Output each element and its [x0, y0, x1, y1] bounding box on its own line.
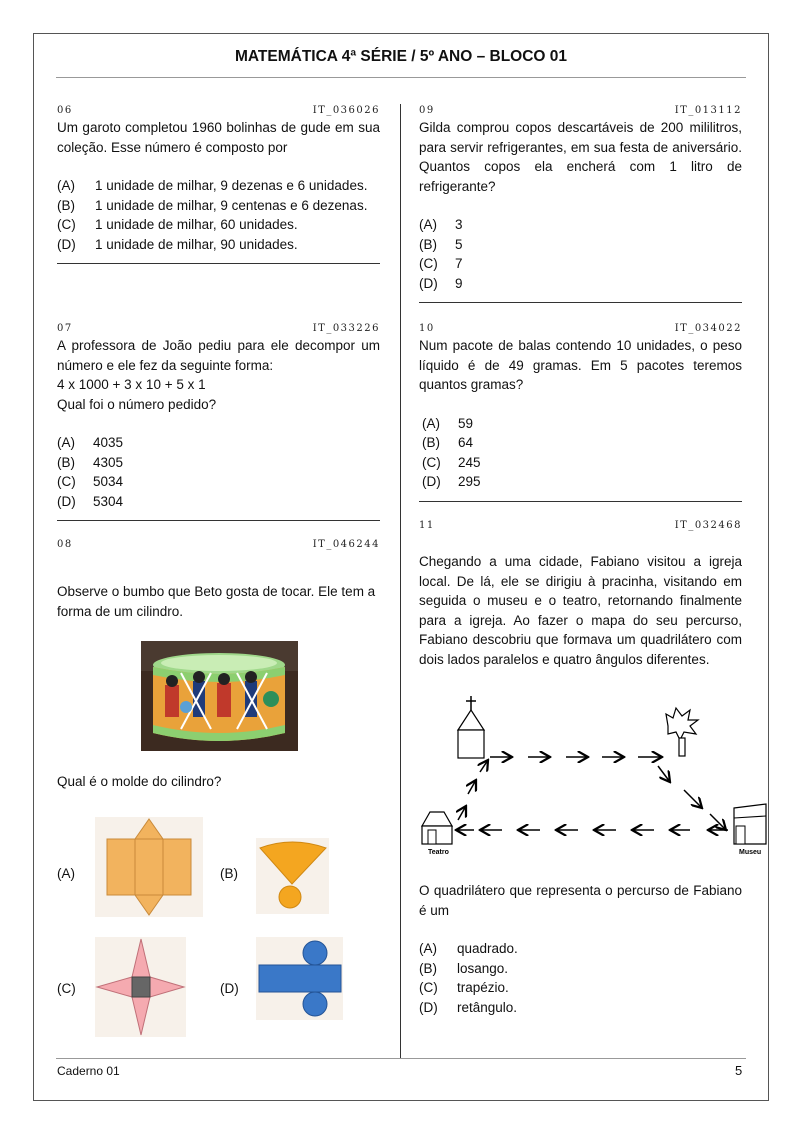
page-number: 5: [735, 1063, 743, 1078]
theatre-icon: [422, 812, 452, 844]
question-08-prompt-block: [57, 772, 380, 792]
option-a[interactable]: (A) quadrado.: [419, 941, 518, 956]
question-divider: [57, 520, 380, 521]
option-d[interactable]: (D) 295: [422, 474, 481, 489]
question-number: 06: [57, 105, 73, 116]
option-a[interactable]: (A) 3: [419, 217, 463, 232]
option-c[interactable]: (C) 5034: [57, 474, 124, 489]
option-b[interactable]: (B): [220, 866, 238, 881]
decomposition-expression: 4 x 1000 + 3 x 10 + 5 x 1: [57, 377, 206, 392]
net-a-figure[interactable]: [95, 817, 203, 917]
question-divider: [419, 501, 742, 502]
option-a[interactable]: (A) 59: [422, 415, 474, 431]
question-text: Um garoto completou 1960 bolinhas de gude em sua coleção. Esse número é composto por: [57, 120, 380, 155]
question-number: 07: [57, 323, 73, 334]
question-number: 11: [419, 520, 435, 531]
item-code: IT_046244: [312, 539, 380, 550]
question-08: [57, 538, 380, 621]
question-11: [419, 519, 742, 669]
question-11-options: [419, 881, 742, 1017]
question-header: [57, 538, 380, 552]
question-header: [57, 322, 380, 336]
option-c[interactable]: (C) trapézio.: [419, 980, 509, 995]
route-map-figure: [418, 694, 770, 862]
item-code: IT_013112: [674, 105, 742, 116]
option-d[interactable]: (D) retângulo.: [419, 999, 518, 1015]
question-number: 09: [419, 105, 435, 116]
item-code: IT_033226: [312, 323, 380, 334]
tree-icon: [666, 708, 698, 756]
question-07: [57, 322, 380, 521]
option-a[interactable]: (A) 4035: [57, 435, 124, 450]
net-b-figure[interactable]: [256, 838, 329, 914]
footer-divider: [56, 1058, 746, 1059]
question-number: 08: [57, 539, 73, 550]
drum-image: [141, 641, 298, 751]
question-header: [57, 104, 380, 118]
question-text: Observe o bumbo que Beto gosta de tocar. Ele tem a forma de um cilindro.: [57, 584, 376, 619]
page-title: MATEMÁTICA 4ª SÉRIE / 5º ANO – BLOCO 01: [234, 48, 568, 65]
option-b[interactable]: (B) 5: [419, 236, 463, 252]
option-b[interactable]: (B) 4305: [57, 454, 124, 470]
option-b[interactable]: (B) 64: [422, 435, 474, 450]
question-divider: [57, 263, 380, 264]
option-c[interactable]: (C) 1 unidade de milhar, 60 unidades.: [57, 217, 298, 232]
option-d[interactable]: (D) 1 unidade de milhar, 90 unidades.: [57, 236, 298, 252]
route-arrows: [456, 757, 728, 830]
net-c-figure[interactable]: [95, 937, 186, 1037]
map-label-teatro: Teatro: [428, 849, 449, 856]
question-prompt: Qual é o molde do cilindro?: [57, 774, 222, 789]
map-label-museu: Museu: [739, 849, 762, 856]
question-text: Gilda comprou copos descartáveis de 200 mililitros, para servir refrigerantes, em sua festa de aniversário. Quantos copos ela encherá com 1 litro de refrigerante?: [419, 120, 742, 194]
item-code: IT_036026: [312, 105, 380, 116]
question-text: Chegando a uma cidade, Fabiano visitou a igreja local. De lá, ele se dirigiu à pracinha, visitando em seguida o museu e o teatro, retornando finalmente para a igreja. Ao fazer o mapa do seu percurso, Fabiano descobriu que formava um quadrilátero com dois lados paralelos e quatro ângulos diferentes.: [419, 554, 742, 667]
question-06: [57, 104, 380, 264]
option-d[interactable]: (D) 9: [419, 275, 463, 291]
question-prompt: Qual foi o número pedido?: [57, 396, 217, 412]
question-divider: [419, 302, 742, 303]
header-divider: [56, 77, 746, 78]
question-09: [419, 104, 742, 303]
footer-booklet: Caderno 01: [57, 1064, 120, 1078]
question-text: Num pacote de balas contendo 10 unidades, o peso líquido é de 49 gramas. Em 5 pacotes teremos quantos gramas?: [419, 338, 742, 392]
option-a[interactable]: (A): [57, 866, 75, 881]
column-divider: [400, 104, 401, 1059]
question-prompt: O quadrilátero que representa o percurso de Fabiano é um: [419, 883, 742, 918]
option-b[interactable]: (B) losango.: [419, 960, 509, 976]
question-text: A professora de João pediu para ele decompor um número e ele fez da seguinte forma:: [57, 338, 380, 373]
question-header: [419, 104, 742, 118]
question-10: [419, 322, 742, 502]
question-header: [419, 519, 742, 533]
option-d[interactable]: (D): [220, 981, 239, 996]
option-a[interactable]: (A) 1 unidade de milhar, 9 dezenas e 6 unidades.: [57, 178, 368, 193]
question-header: [419, 322, 742, 336]
option-c[interactable]: (C): [57, 981, 76, 996]
item-code: IT_034022: [674, 323, 742, 334]
option-d[interactable]: (D) 5304: [57, 493, 124, 509]
church-icon: [458, 696, 484, 758]
item-code: IT_032468: [674, 520, 742, 531]
option-b[interactable]: (B) 1 unidade de milhar, 9 centenas e 6 dezenas.: [57, 197, 368, 213]
option-c[interactable]: (C) 7: [419, 256, 463, 271]
net-d-figure[interactable]: [256, 937, 343, 1020]
museum-icon: [734, 804, 766, 844]
option-c[interactable]: (C) 245: [422, 454, 481, 470]
question-number: 10: [419, 323, 435, 334]
